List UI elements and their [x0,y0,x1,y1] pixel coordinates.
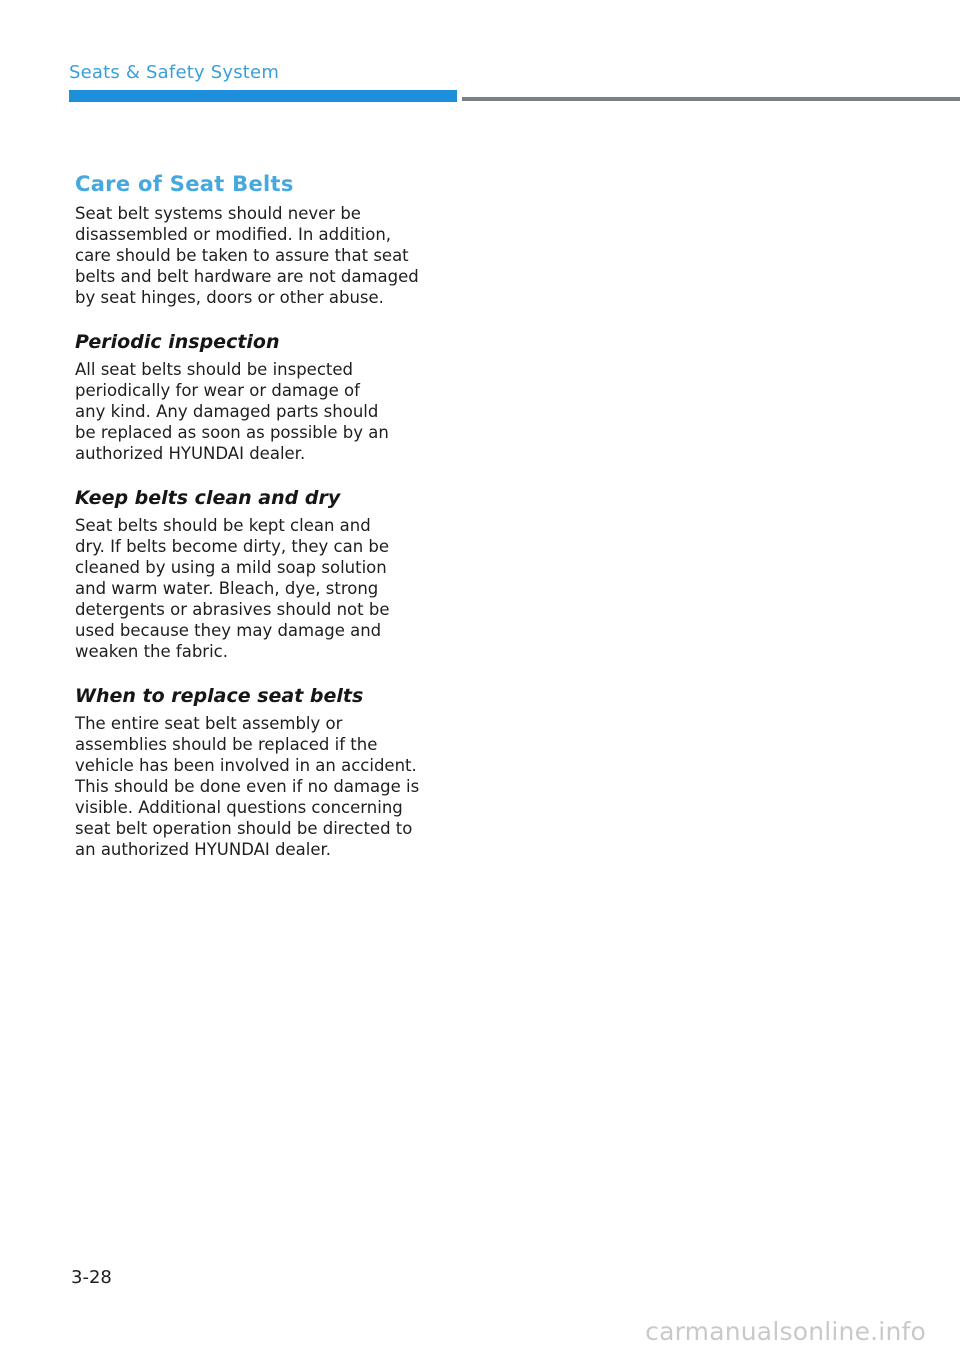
paragraph-keep-belts-clean: Seat belts should be kept clean and dry. If belts become dirty, they can be cleaned by using a mild soap solution and warm water. Bleach, dye, strong detergents or abrasives should not be used because they may damage and weaken the fabric. [75,516,390,661]
page-title: Care of Seat Belts [75,172,294,196]
subheading-periodic-inspection: Periodic inspection [75,331,280,353]
intro-paragraph: Seat belt systems should never be disassembled or modified. In addition, care should be taken to assure that seat belts and belt hardware are not damaged by seat hinges, doors or other abuse. [75,204,419,307]
section-header-title: Seats & Safety System [69,62,280,83]
page-number: 3-28 [71,1267,112,1288]
watermark: carmanualsonline.info [645,1317,926,1346]
paragraph-periodic-inspection: All seat belts should be inspected periodically for wear or damage of any kind. Any damaged parts should be replaced as soon as possible by an authorized HYUNDAI dealer. [75,360,389,463]
main-content [75,172,447,860]
subheading-when-to-replace: When to replace seat belts [75,685,364,707]
header-rule-grey [462,97,960,101]
header-rule-blue [69,90,457,102]
subheading-keep-belts-clean: Keep belts clean and dry [75,487,341,509]
paragraph-when-to-replace: The entire seat belt assembly or assemblies should be replaced if the vehicle has been involved in an accident. This should be done even if no damage is visible. Additional questions concerning seat belt operation should be directed to an authorized HYUNDAI dealer. [75,714,420,859]
